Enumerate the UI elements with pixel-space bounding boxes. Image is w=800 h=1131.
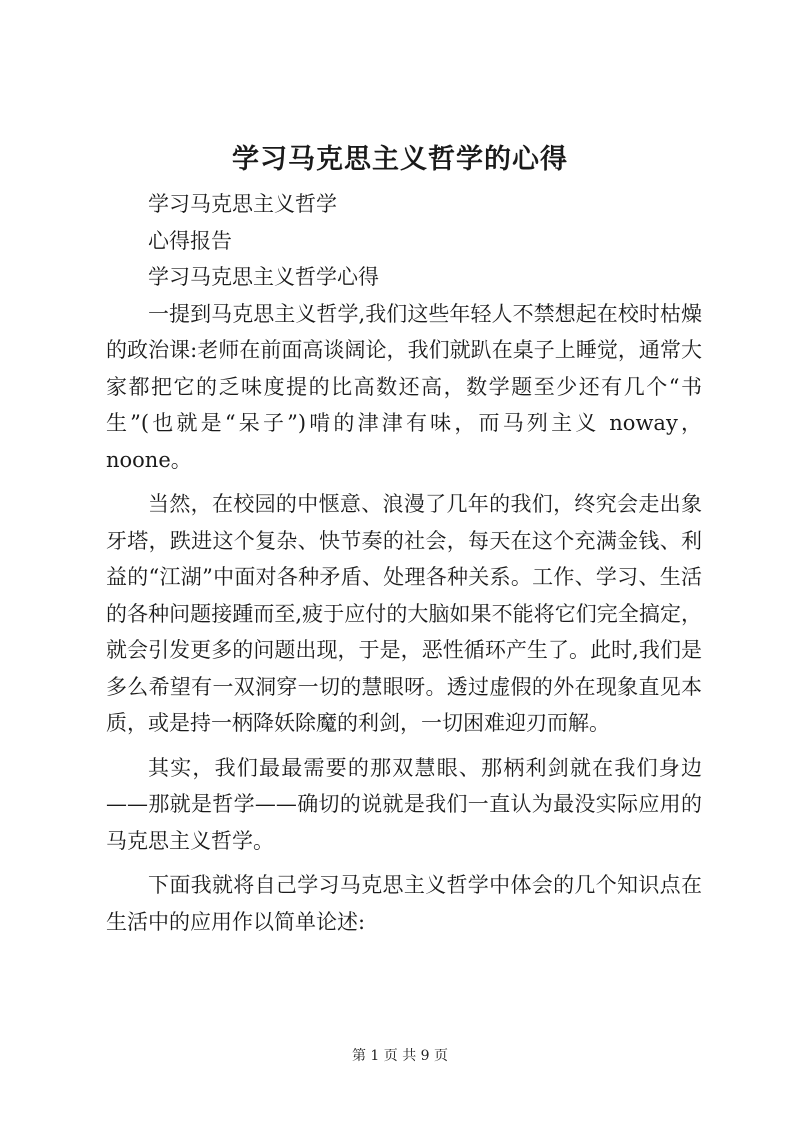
- subtitle-line: 学习马克思主义哲学心得: [148, 265, 379, 289]
- page-number-footer: 第 1 页 共 9 页: [351, 1048, 449, 1064]
- subtitle-line: 心得报告: [148, 228, 232, 253]
- body-paragraph: 下面我就将自己学习马克思主义哲学中体会的几个知识点在生活中的应用作以简单论述:: [106, 873, 702, 934]
- subtitle-line: 学习马克思主义哲学: [148, 192, 337, 216]
- body-paragraph: 一提到马克思主义哲学,我们这些年轻人不禁想起在校时枯燥的政治课:老师在前面高谈阔论，我们就趴在桌子上睡觉，通常大家都把它的乏味度提的比高数还高，数学题至少还有几个“书生”(也就是“呆子”)啃的津津有味，而马列主义 noway，noone。: [106, 301, 702, 472]
- document-title: 学习马克思主义哲学的心得: [232, 144, 568, 175]
- document-body: [106, 186, 702, 940]
- body-paragraph: 当然，在校园的中惬意、浪漫了几年的我们，终究会走出象牙塔，跌进这个复杂、快节奏的社会，每天在这个充满金钱、利益的“江湖”中面对各种矛盾、处理各种关系。工作、学习、生活的各种问题接踵而至,疲于应付的大脑如果不能将它们完全搞定，就会引发更多的问题出现，于是，恶性循环产生了。此时,我们是多么希望有一双洞穿一切的慧眼呀。透过虚假的外在现象直见本质，或是持一柄降妖除魔的利剑，一切困难迎刃而解。: [106, 492, 702, 735]
- body-paragraph: 其实，我们最最需要的那双慧眼、那柄利剑就在我们身边——那就是哲学——确切的说就是我们一直认为最没实际应用的马克思主义哲学。: [106, 755, 702, 853]
